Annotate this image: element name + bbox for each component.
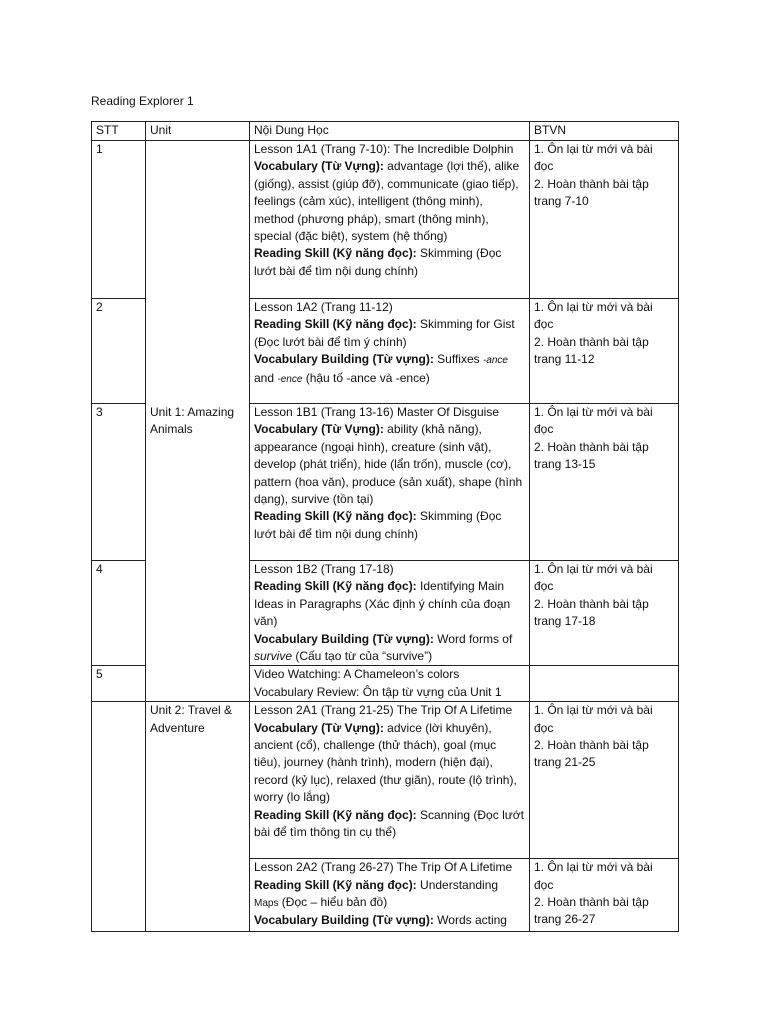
stt-cell: 5 [92,666,146,702]
table-row [92,859,679,932]
suffix-ence: -ence [277,373,303,385]
header-stt: STT [92,122,146,141]
homework-cell [530,666,679,702]
word-survive: survive [254,649,293,664]
reading-skill-label: Reading Skill (Kỹ năng đọc): [254,317,417,332]
stt-cell: 1 [92,141,146,299]
header-unit: Unit [146,122,250,141]
suffix-ance: -ance [482,355,508,367]
reading-skill-label: Reading Skill (Kỹ năng đọc): [254,877,417,892]
stt-cell: 3 [92,404,146,561]
content-cell [250,404,530,561]
table-row [92,141,679,299]
stt-cell: 2 [92,299,146,404]
syllabus-table [91,121,679,932]
homework-item: 2. Hoàn thành bài tập trang 26-27 [534,895,649,927]
lesson-title: Lesson 2A2 (Trang 26-27) The Trip Of A Lifetime [254,860,513,875]
vocabulary-building-line [254,631,525,666]
content-cell [250,141,530,299]
homework-item: 2. Hoàn thành bài tập trang 13-15 [534,439,649,472]
reading-skill-text: Skimming (Đọc lướt bài để tìm nội dung chính) [254,509,502,541]
vocabulary-building-label: Vocabulary Building (Từ vựng): [254,913,434,928]
reading-skill-line [254,578,525,630]
homework-cell [530,141,679,299]
lesson-title: Lesson 2A1 (Trang 21-25) The Trip Of A Lifetime [254,703,513,718]
vocabulary-building-text: Word forms of [433,631,513,646]
conjunction-text: and [254,370,278,385]
header-btvn: BTVN [530,122,679,141]
vocabulary-line [254,720,525,807]
lesson-title: Lesson 1B2 (Trang 17-18) [254,562,394,576]
vocabulary-line [254,421,525,508]
vocabulary-label: Vocabulary (Từ Vựng): [254,159,384,174]
reading-skill-line [254,807,525,842]
homework-item: 1. Ôn lại từ mới và bài đọc [534,405,653,437]
homework-item: 1. Ôn lại từ mới và bài đọc [534,300,653,332]
vocabulary-building-line [254,351,525,388]
vocabulary-label: Vocabulary (Từ Vựng): [254,720,384,735]
table-row [92,702,679,859]
reading-skill-line-cont [254,894,525,912]
vocabulary-text: advice (lời khuyên), ancient (cổ), challenge (thử thách), goal (mục tiêu), journey (hành trình), modern (hiện đại), record (kỷ lục), relaxed (thư giãn), route (lộ trình), worry (lo lắng) [254,720,517,805]
homework-cell [530,299,679,404]
header-content: Nội Dung Học [250,122,530,141]
homework-item: 2. Hoàn thành bài tập trang 7-10 [534,176,649,209]
reading-skill-line [254,316,525,351]
content-cell [250,299,530,404]
vocabulary-label: Vocabulary (Từ Vựng): [254,422,384,437]
reading-skill-label: Reading Skill (Kỹ năng đọc): [254,579,417,594]
reading-skill-text: Identifying Main Ideas in Paragraphs (Xác định ý chính của đoạn văn) [254,579,511,629]
reading-skill-label: Reading Skill (Kỹ năng đọc): [254,509,417,524]
vocabulary-text: ability (khả năng), appearance (ngoại hình), creature (sinh vật), develop (phát triển), hide (lẩn trốn), muscle (cơ), pattern (hoa văn), produce (sản xuất), shape (hình dạng), survive (tồn tại) [254,422,523,507]
content-cell [250,666,530,702]
reading-skill-line [254,508,525,543]
content-cell [250,859,530,932]
homework-item: 1. Ôn lại từ mới và bài đọc [534,142,653,174]
unit-label: Unit 2: Travel & Adventure [150,703,233,735]
reading-skill-label: Reading Skill (Kỹ năng đọc): [254,807,417,822]
vocabulary-building-label: Vocabulary Building (Từ vựng): [254,631,434,646]
vocabulary-review-line: Vocabulary Review: Ôn tập từ vựng của Unit 1 [254,684,502,699]
vocabulary-building-text: (hậu tố -ance và -ence) [302,370,430,385]
video-watching-line: Video Watching: A Chameleon’s colors [254,667,460,682]
vocabulary-line [254,158,525,245]
vocabulary-building-text: Words acting [433,913,507,928]
homework-item: 2. Hoàn thành bài tập trang 17-18 [534,596,649,629]
word-maps: Maps [254,898,279,910]
stt-cell [92,702,146,859]
homework-cell [530,702,679,859]
lesson-title: Lesson 1A1 (Trang 7-10): The Incredible Dolphin [254,142,514,156]
reading-skill-line [254,877,525,894]
homework-item: 1. Ôn lại từ mới và bài đọc [534,703,653,735]
homework-cell [530,404,679,561]
vocabulary-text: advantage (lợi thế), alike (giống), assist (giúp đỡ), communicate (giao tiếp), feelings (cảm xúc), intelligent (thông minh), method (phương pháp), smart (thông minh), special (đặc biệt), system (hệ thống) [254,159,520,244]
lesson-title: Lesson 1A2 (Trang 11-12) [254,300,393,314]
homework-item: 2. Hoàn thành bài tập trang 11-12 [534,334,649,367]
stt-cell [92,859,146,932]
table-header-row [92,122,679,141]
vocabulary-building-text: Suffixes [433,352,483,367]
vocabulary-building-text: (Cấu tạo từ của “survive”) [292,649,433,664]
reading-skill-line [254,245,525,280]
homework-item: 1. Ôn lại từ mới và bài đọc [534,860,653,892]
reading-skill-text: (Đọc – hiểu bản đồ) [278,895,388,910]
unit-label: Unit 1: Amazing Animals [150,404,235,437]
vocabulary-building-line [254,912,525,929]
lesson-title: Lesson 1B1 (Trang 13-16) Master Of Disguise [254,405,499,419]
reading-skill-text: Skimming for Gist (Đọc lướt bài để tìm ý chính) [254,317,515,349]
content-cell [250,561,530,666]
homework-item: 2. Hoàn thành bài tập trang 21-25 [534,738,649,770]
unit-cell [146,702,250,859]
vocabulary-building-label: Vocabulary Building (Từ vựng): [254,352,434,367]
reading-skill-text: Scanning (Đọc lướt bài để tìm thông tin cụ thể) [254,807,524,840]
homework-item: 1. Ôn lại từ mới và bài đọc [534,562,653,594]
homework-cell [530,859,679,932]
reading-skill-label: Reading Skill (Kỹ năng đọc): [254,246,417,261]
unit-cell [146,859,250,932]
homework-cell [530,561,679,666]
stt-cell: 4 [92,561,146,666]
unit-cell [146,141,250,702]
content-cell [250,702,530,859]
reading-skill-text: Understanding [416,877,499,892]
document-title: Reading Explorer 1 [91,94,194,108]
reading-skill-text: Skimming (Đọc lướt bài để tìm nội dung chính) [254,246,502,278]
